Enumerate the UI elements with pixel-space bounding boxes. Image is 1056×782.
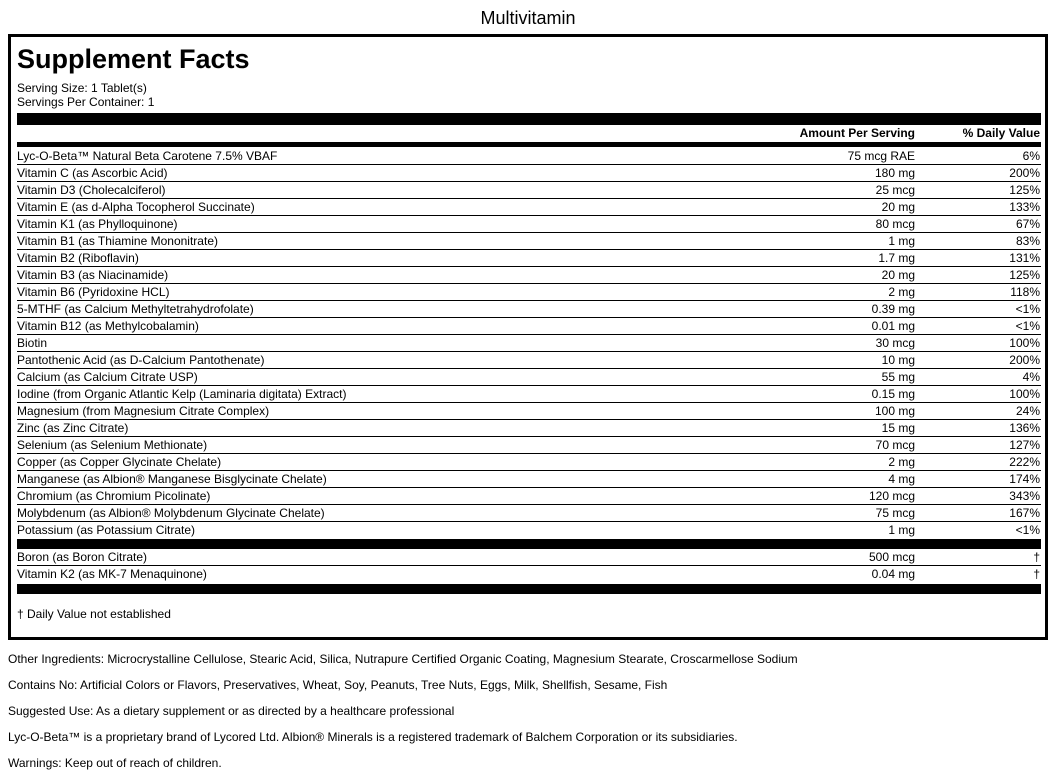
nutrient-amount: 55 mg (881, 370, 915, 384)
nutrient-amount: 1 mg (888, 234, 915, 248)
nutrient-amount: 25 mcg (875, 183, 915, 197)
nutrient-name: Zinc (as Zinc Citrate) (17, 421, 129, 435)
nutrient-daily-value: 167% (1009, 506, 1040, 520)
nutrient-daily-value: 100% (1009, 387, 1040, 401)
nutrient-row (17, 454, 1041, 471)
nutrient-name: Chromium (as Chromium Picolinate) (17, 489, 211, 503)
nutrient-amount: 120 mcg (868, 489, 915, 503)
nutrient-name: Vitamin E (as d-Alpha Tocopherol Succinate) (17, 200, 255, 214)
nutrient-name: Vitamin B3 (as Niacinamide) (17, 268, 169, 282)
facts-heading: Supplement Facts (17, 44, 250, 74)
nutrient-row (17, 437, 1041, 454)
nutrient-amount: 0.15 mg (871, 387, 915, 401)
nutrient-row (17, 199, 1041, 216)
supplement-facts-panel (8, 34, 1048, 640)
nutrient-name: Vitamin B12 (as Methylcobalamin) (17, 319, 199, 333)
nutrient-daily-value: 200% (1009, 353, 1040, 367)
nutrient-name: Vitamin D3 (Cholecalciferol) (17, 183, 166, 197)
nutrient-amount: 20 mg (881, 200, 915, 214)
nutrient-daily-value: 83% (1015, 234, 1040, 248)
nutrient-daily-value: 4% (1022, 370, 1040, 384)
nutrient-row (17, 566, 1041, 583)
nutrient-amount: 4 mg (888, 472, 915, 486)
nutrient-row (17, 352, 1041, 369)
nutrient-daily-value: 174% (1009, 472, 1040, 486)
nutrient-row (17, 386, 1041, 403)
nutrient-amount: 0.01 mg (871, 319, 915, 333)
nutrient-row (17, 318, 1041, 335)
nutrient-name: Vitamin B1 (as Thiamine Mononitrate) (17, 234, 218, 248)
nutrient-row (17, 216, 1041, 233)
nutrient-row (17, 267, 1041, 284)
nutrient-list (17, 148, 1041, 539)
serving-size: Serving Size: 1 Tablet(s) (17, 81, 147, 95)
nutrient-name: Copper (as Copper Glycinate Chelate) (17, 455, 222, 469)
nutrient-name: Selenium (as Selenium Methionate) (17, 438, 208, 452)
thick-divider-bottom (17, 584, 1041, 594)
nutrient-row (17, 522, 1041, 539)
nutrient-daily-value: 100% (1009, 336, 1040, 350)
nutrient-name: Potassium (as Potassium Citrate) (17, 523, 196, 537)
nutrient-amount: 1.7 mg (878, 251, 915, 265)
nutrient-row (17, 250, 1041, 267)
nutrient-name: Vitamin C (as Ascorbic Acid) (17, 166, 168, 180)
nutrient-row (17, 148, 1041, 165)
daily-value-footnote: † Daily Value not established (17, 607, 171, 621)
nutrient-row (17, 284, 1041, 301)
other-nutrient-list (17, 549, 1041, 583)
nutrient-row (17, 505, 1041, 522)
nutrient-name: Manganese (as Albion® Manganese Bisglycinate Chelate) (17, 472, 327, 486)
nutrient-row (17, 182, 1041, 199)
nutrient-daily-value: 125% (1009, 183, 1040, 197)
nutrient-daily-value: 136% (1009, 421, 1040, 435)
nutrient-name: Vitamin K2 (as MK-7 Menaquinone) (17, 567, 207, 581)
other-ingredients: Other Ingredients: Microcrystalline Cellulose, Stearic Acid, Silica, Nutrapure Certified Organic Coating, Magnesium Stearate, Croscarmellose Sodium (8, 652, 798, 666)
nutrient-daily-value: 24% (1015, 404, 1040, 418)
nutrient-name: Lyc-O-Beta™ Natural Beta Carotene 7.5% VBAF (17, 149, 278, 163)
nutrient-name: Magnesium (from Magnesium Citrate Complex) (17, 404, 270, 418)
nutrient-amount: 10 mg (881, 353, 915, 367)
nutrient-name: Vitamin B6 (Pyridoxine HCL) (17, 285, 170, 299)
nutrient-daily-value: 343% (1009, 489, 1040, 503)
nutrient-row (17, 488, 1041, 505)
nutrient-amount: 75 mcg RAE (847, 149, 915, 163)
nutrient-row (17, 369, 1041, 386)
nutrient-amount: 1 mg (888, 523, 915, 537)
nutrient-daily-value: 200% (1009, 166, 1040, 180)
suggested-use: Suggested Use: As a dietary supplement or as directed by a healthcare professional (8, 704, 455, 718)
nutrient-daily-value: 125% (1009, 268, 1040, 282)
nutrient-daily-value: † (1033, 567, 1040, 581)
thick-divider-top (17, 113, 1041, 125)
nutrient-amount: 2 mg (888, 285, 915, 299)
nutrient-row (17, 471, 1041, 488)
thick-divider-header (17, 142, 1041, 147)
nutrient-amount: 500 mcg (868, 550, 915, 564)
nutrient-amount: 100 mg (874, 404, 915, 418)
nutrient-name: Vitamin B2 (Riboflavin) (17, 251, 139, 265)
amount-per-serving-header: Amount Per Serving (799, 126, 915, 140)
nutrient-name: Iodine (from Organic Atlantic Kelp (Laminaria digitata) Extract) (17, 387, 347, 401)
nutrient-amount: 20 mg (881, 268, 915, 282)
nutrient-row (17, 403, 1041, 420)
daily-value-header: % Daily Value (962, 126, 1040, 140)
nutrient-amount: 30 mcg (875, 336, 915, 350)
nutrient-daily-value: 6% (1022, 149, 1040, 163)
nutrient-daily-value: † (1033, 550, 1040, 564)
nutrient-daily-value: 222% (1009, 455, 1040, 469)
nutrient-row (17, 420, 1041, 437)
nutrient-name: Vitamin K1 (as Phylloquinone) (17, 217, 178, 231)
nutrient-daily-value: 118% (1010, 285, 1040, 299)
nutrient-row (17, 335, 1041, 352)
nutrient-row (17, 549, 1041, 566)
nutrient-row (17, 233, 1041, 250)
nutrient-row (17, 165, 1041, 182)
nutrient-daily-value: <1% (1015, 523, 1040, 537)
warnings: Warnings: Keep out of reach of children. (8, 756, 222, 770)
nutrient-name: Calcium (as Calcium Citrate USP) (17, 370, 198, 384)
nutrient-name: Pantothenic Acid (as D-Calcium Pantothenate) (17, 353, 265, 367)
nutrient-amount: 80 mcg (875, 217, 915, 231)
nutrient-amount: 15 mg (881, 421, 915, 435)
nutrient-name: Molybdenum (as Albion® Molybdenum Glycinate Chelate) (17, 506, 325, 520)
nutrient-amount: 0.39 mg (871, 302, 915, 316)
nutrient-row (17, 301, 1041, 318)
nutrient-amount: 2 mg (888, 455, 915, 469)
nutrient-amount: 75 mcg (875, 506, 915, 520)
nutrient-amount: 0.04 mg (871, 567, 915, 581)
nutrient-daily-value: 67% (1015, 217, 1040, 231)
nutrient-daily-value: <1% (1015, 319, 1040, 333)
nutrient-daily-value: <1% (1015, 302, 1040, 316)
servings-per-container: Servings Per Container: 1 (17, 95, 155, 109)
thick-divider-middle (17, 539, 1041, 549)
trademark-notice: Lyc-O-Beta™ is a proprietary brand of Lycored Ltd. Albion® Minerals is a registered trademark of Balchem Corporation or its subsidiaries. (8, 730, 738, 744)
page-title: Multivitamin (480, 8, 576, 28)
nutrient-amount: 70 mcg (875, 438, 915, 452)
nutrient-daily-value: 131% (1009, 251, 1040, 265)
nutrient-daily-value: 127% (1009, 438, 1040, 452)
nutrient-daily-value: 133% (1009, 200, 1040, 214)
nutrient-amount: 180 mg (874, 166, 915, 180)
nutrient-name: Boron (as Boron Citrate) (17, 550, 148, 564)
nutrient-name: Biotin (17, 336, 48, 350)
nutrient-name: 5-MTHF (as Calcium Methyltetrahydrofolate) (17, 302, 254, 316)
contains-no: Contains No: Artificial Colors or Flavors, Preservatives, Wheat, Soy, Peanuts, Tree Nuts, Eggs, Milk, Shellfish, Sesame, Fish (8, 678, 668, 692)
